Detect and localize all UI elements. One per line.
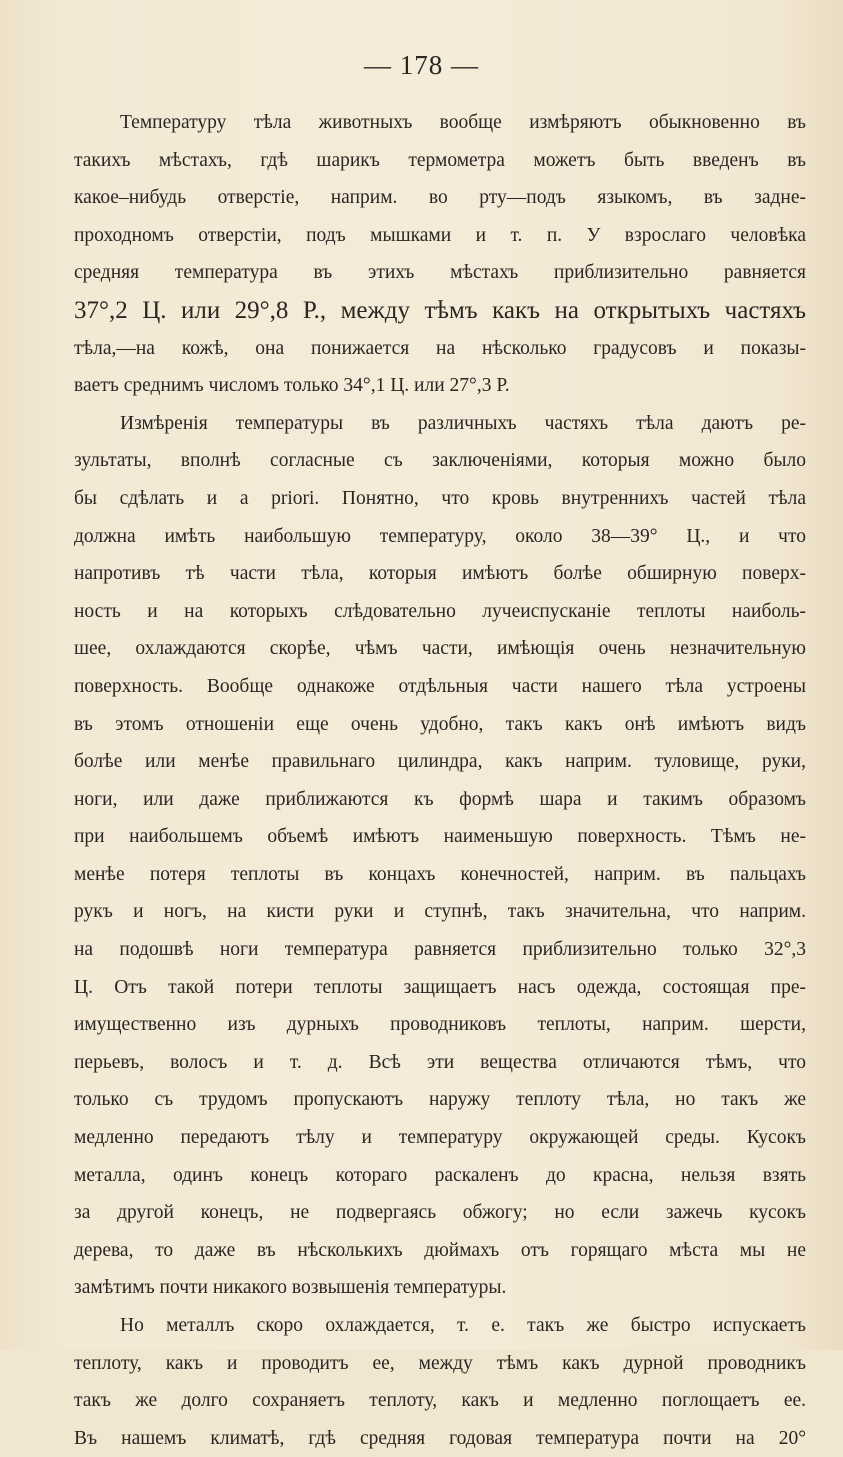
text-line: Въ нашемъ климатѣ, гдѣ средняя годовая температура почти на 20° <box>74 1427 806 1449</box>
page-number: — 178 — <box>364 50 479 80</box>
text-line: такъ же долго сохраняетъ теплоту, какъ и медленно поглощаетъ ее. <box>74 1390 806 1412</box>
body-text <box>74 104 806 1457</box>
text-line: Измѣренія температуры въ различныхъ частяхъ тѣла даютъ ре- <box>120 412 806 434</box>
text-line: бы сдѣлать и a priori. Понятно, что кровь внутреннихъ частей тѣла <box>74 487 806 509</box>
paragraph-2 <box>74 405 806 1307</box>
text-line: напротивъ тѣ части тѣла, которыя имѣютъ болѣе обширную поверх- <box>74 563 806 585</box>
text-line: зультаты, вполнѣ согласные съ заключеніями, которыя можно было <box>74 450 806 472</box>
text-line: должна имѣть наибольшую температуру, около 38—39° Ц., и что <box>74 525 806 547</box>
text-line: дерева, то даже въ нѣсколькихъ дюймахъ отъ горящаго мѣста мы не <box>74 1239 806 1261</box>
text-line: шее, охлаждаются скорѣе, чѣмъ части, имѣющія очень незначительную <box>74 638 806 660</box>
text-line: металла, одинъ конецъ котораго раскаленъ до красна, нельзя взять <box>74 1164 806 1186</box>
text-line: тѣла,—на кожѣ, она понижается на нѣсколько градусовъ и показы- <box>74 337 806 359</box>
text-line: Ц. Отъ такой потери теплоты защищаетъ насъ одежда, состоящая пре- <box>74 976 806 998</box>
text-line: ваетъ среднимъ числомъ только 34°,1 Ц. или 27°,3 Р. <box>74 375 510 397</box>
text-line: Но металлъ скоро охлаждается, т. е. такъ же быстро испускаетъ <box>120 1315 806 1336</box>
text-line: какое–нибудь отверстіе, наприм. во рту—подъ языкомъ, въ задне- <box>74 187 806 209</box>
text-line: только съ трудомъ пропускаютъ наружу теплоту тѣла, но такъ же <box>74 1089 806 1111</box>
text-line: 37°,2 Ц. или 29°,8 Р., между тѣмъ какъ на открытыхъ частяхъ <box>74 296 806 324</box>
text-line: рукъ и ногъ, на кисти руки и ступнѣ, такъ значительна, что наприм. <box>74 901 806 923</box>
paragraph-3 <box>74 1307 806 1457</box>
text-line: при наибольшемъ объемѣ имѣютъ наименьшую поверхность. Тѣмъ не- <box>74 826 806 848</box>
text-line: Температуру тѣла животныхъ вообще измѣряютъ обыкновенно въ <box>120 112 806 133</box>
text-line: въ этомъ отношеніи еще очень удобно, такъ какъ онѣ имѣютъ видъ <box>74 713 806 735</box>
text-line: замѣтимъ почти никакого возвышенія температуры. <box>74 1277 507 1299</box>
text-line: болѣе или менѣе правильнаго цилиндра, какъ наприм. туловище, руки, <box>74 751 806 773</box>
text-line: менѣе потеря теплоты въ концахъ конечностей, наприм. въ пальцахъ <box>74 863 806 885</box>
text-line: средняя температура въ этихъ мѣстахъ приблизительно равняется <box>74 262 806 284</box>
text-line: ноги, или даже приближаются къ формѣ шара и такимъ образомъ <box>74 788 806 810</box>
text-line: медленно передаютъ тѣлу и температуру окружающей среды. Кусокъ <box>74 1127 806 1149</box>
text-line: ность и на которыхъ слѣдовательно лучеиспусканіе теплоты наиболь- <box>74 600 806 622</box>
text-line: такихъ мѣстахъ, гдѣ шарикъ термометра можетъ быть введенъ въ <box>74 149 806 171</box>
text-line: за другой конецъ, не подвергаясь обжогу; но если зажечь кусокъ <box>74 1202 806 1224</box>
text-line: проходномъ отверстіи, подъ мышками и т. п. У взрослаго человѣка <box>74 224 806 246</box>
text-line: поверхность. Вообще однакоже отдѣльныя части нашего тѣла устроены <box>74 675 806 697</box>
text-line: на подошвѣ ноги температура равняется приблизительно только 32°,3 <box>74 939 806 961</box>
text-line: имущественно изъ дурныхъ проводниковъ теплоты, наприм. шерсти, <box>74 1014 806 1036</box>
text-line: перьевъ, волосъ и т. д. Всѣ эти вещества отличаются тѣмъ, что <box>74 1051 806 1073</box>
paragraph-1 <box>74 104 806 405</box>
text-line: теплоту, какъ и проводитъ ее, между тѣмъ какъ дурной проводникъ <box>74 1352 806 1374</box>
